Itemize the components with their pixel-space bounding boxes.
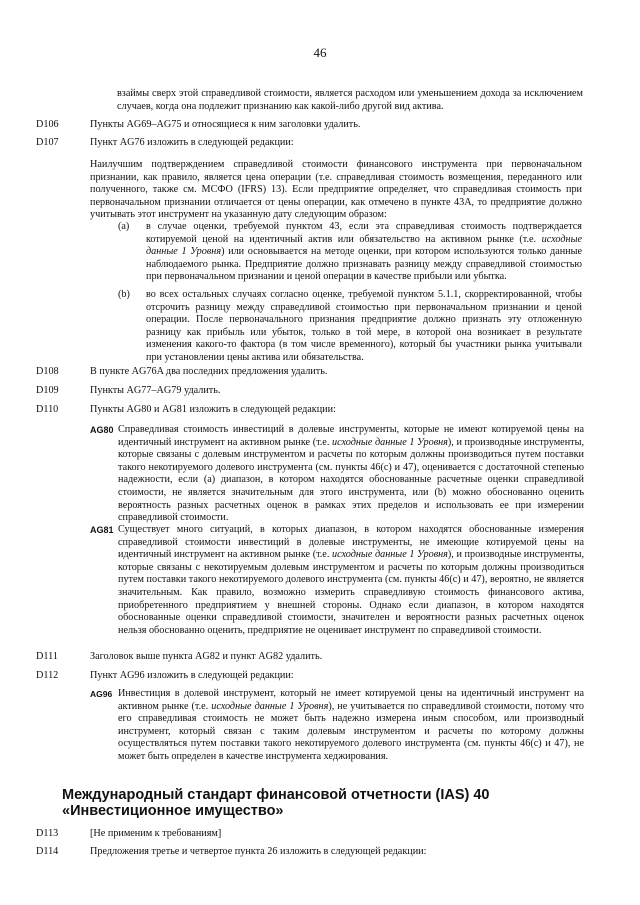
d107-item-a-letter: (a) bbox=[118, 221, 130, 232]
d107-text: Пункт AG76 изложить в следующей редакции: bbox=[90, 137, 294, 148]
d112-text: Пункт AG96 изложить в следующей редакции: bbox=[90, 670, 294, 681]
level1-inputs-term: исходные данные 1 Уровня bbox=[146, 233, 582, 258]
d107-body: Наилучшим подтверждением справедливой стоимости финансового инструмента при первоначальном признании, как правило, является цена операции (т.е. справедливая стоимость возмещения, переданного или полученного, также см. МСФО (IFRS) 13). Если предприятие определяет, что справедливая стоимость при первоначальном признании отличается от цены операции, как отмечено в пункте 43А, то предприятие должно учитывать этот инструмент на указанную дату следующим образом: bbox=[90, 159, 582, 221]
d114-text: Предложения третье и четвертое пункта 26 изложить в следующей редакции: bbox=[90, 846, 427, 857]
d107-item-a-text: в случае оценки, требуемой пунктом 43, если эта справедливая стоимость подтверждается котируемой ценой на идентичный актив или обязательство на активном рынке (т.е. исходные данные 1 Уровня) или основывается на методе оценки, при котором используются только данные наблюдаемого рынка. Предприятие должно признавать разницу между справедливой стоимостью при первоначальном признании и ценой операции в качестве прибыли или убытка. bbox=[146, 221, 582, 283]
ag81-text: Существует много ситуаций, в которых диапазон, в котором находятся обоснованные измерения справедливой стоимости инвестиций в долевые инструменты, не имеющие котируемой цены на идентичный инструмент на активном рынке (т.е. исходные данные 1 Уровня), и производные инструменты, которые связаны с некотируемым долевым инструментом и расчеты по которым должны производиться путем поставки такого некотируемого долевого инструмента (см. пункты 46(c) и 47), вероятно, не является значительным. Как правило, возможно измерить справедливую стоимость финансового актива, приобретенного предприятием у внешней стороны. Однако если диапазон, в котором находятся обоснованные оценки справедливой стоимости, значителен и вероятности разных расчетных оценок нельзя обоснованно оценить, предприятие не оценивает инструмент по справедливой стоимости. bbox=[118, 524, 584, 636]
d113-label: D113 bbox=[36, 828, 59, 839]
d108-label: D108 bbox=[36, 366, 59, 377]
ag96-text: Инвестиция в долевой инструмент, который не имеет котируемой цены на идентичный инструмент на активном рынке (т.е. исходные данные 1 Уровня), не учитывается по справедливой стоимости, потому что его справедливая стоимость не может быть надежно измерена иным способом, или производный инструмент, который связан с таким долевым инструментом и расчеты по которому должны осуществляться путем поставки такого некотируемого долевого инструмента (см. пункты 46(c) и 47), не может быть определен в качестве инструмента хеджирования. bbox=[118, 688, 585, 762]
section-heading-line1: Международный стандарт финансовой отчетности (IAS) 40 bbox=[62, 787, 490, 803]
ag96-code: AG96 bbox=[90, 689, 113, 699]
d107-item-b-letter: (b) bbox=[118, 289, 130, 300]
level1-inputs-term: исходные данные 1 Уровня bbox=[332, 549, 448, 561]
section-heading-line2: «Инвестиционное имущество» bbox=[62, 803, 284, 819]
d111-label: D111 bbox=[36, 651, 58, 662]
d106-text: Пункты AG69–AG75 и относящиеся к ним заголовки удалить. bbox=[90, 119, 361, 130]
d110-text: Пункты AG80 и AG81 изложить в следующей редакции: bbox=[90, 404, 336, 415]
level1-inputs-term: исходные данные 1 Уровня bbox=[211, 700, 329, 712]
d109-text: Пункты AG77–AG79 удалить. bbox=[90, 385, 221, 396]
d110-label: D110 bbox=[36, 404, 59, 415]
d106-label: D106 bbox=[36, 119, 59, 130]
d114-label: D114 bbox=[36, 846, 59, 857]
ag81-code: AG81 bbox=[90, 525, 114, 535]
ag80-code: AG80 bbox=[90, 425, 114, 435]
d113-text: [Не применим к требованиям] bbox=[90, 828, 222, 839]
section-heading-ias40 bbox=[62, 787, 582, 819]
page-number: 46 bbox=[313, 45, 327, 60]
intro-paragraph: взаймы сверх этой справедливой стоимости, является расходом или уменьшением дохода за исключением случаев, когда она подлежит признанию как какой-либо другой вид актива. bbox=[117, 88, 583, 112]
d112-label: D112 bbox=[36, 670, 59, 681]
d109-label: D109 bbox=[36, 385, 59, 396]
d107-label: D107 bbox=[36, 137, 59, 148]
d108-text: В пункте AG76A два последних предложения удалить. bbox=[90, 366, 328, 377]
ag80-text: Справедливая стоимость инвестиций в долевые инструменты, которые не имеют котируемой цены на идентичный инструмент на активном рынке (т.е. исходные данные 1 Уровня), и производные инструменты, которые связаны с долевым инструментом и расчеты по которым должны производиться путем поставки такого некотируемого долевого инструмента (см. пункты 46(c) и 47), оценивается с достаточной степенью надежности, если (a) диапазон, в котором находятся обоснованные расчетные оценки справедливой стоимости, не является значительным для этого инструмента, или (b) можно обоснованно оценить вероятность разных расчетных оценок в рамках этих пределов и использовать ее при измерении справедливой стоимости. bbox=[118, 424, 584, 524]
d111-text: Заголовок выше пункта AG82 и пункт AG82 удалить. bbox=[90, 651, 323, 662]
level1-inputs-term: исходные данные 1 Уровня bbox=[332, 436, 448, 448]
d107-item-b-text: во всех остальных случаях согласно оценке, требуемой пунктом 5.1.1, скорректированной, чтобы отсрочить разницу между справедливой стоимостью при первоначальном признании и ценой операции. После первоначального признания предприятие должно признать эту отложенную разницу как прибыль или убыток, только в той мере, в которой она возникает в результате изменения какого-то фактора (в том числе временного), который бы участники рынка учитывали при установлении цены актива или обязательства. bbox=[146, 289, 582, 363]
